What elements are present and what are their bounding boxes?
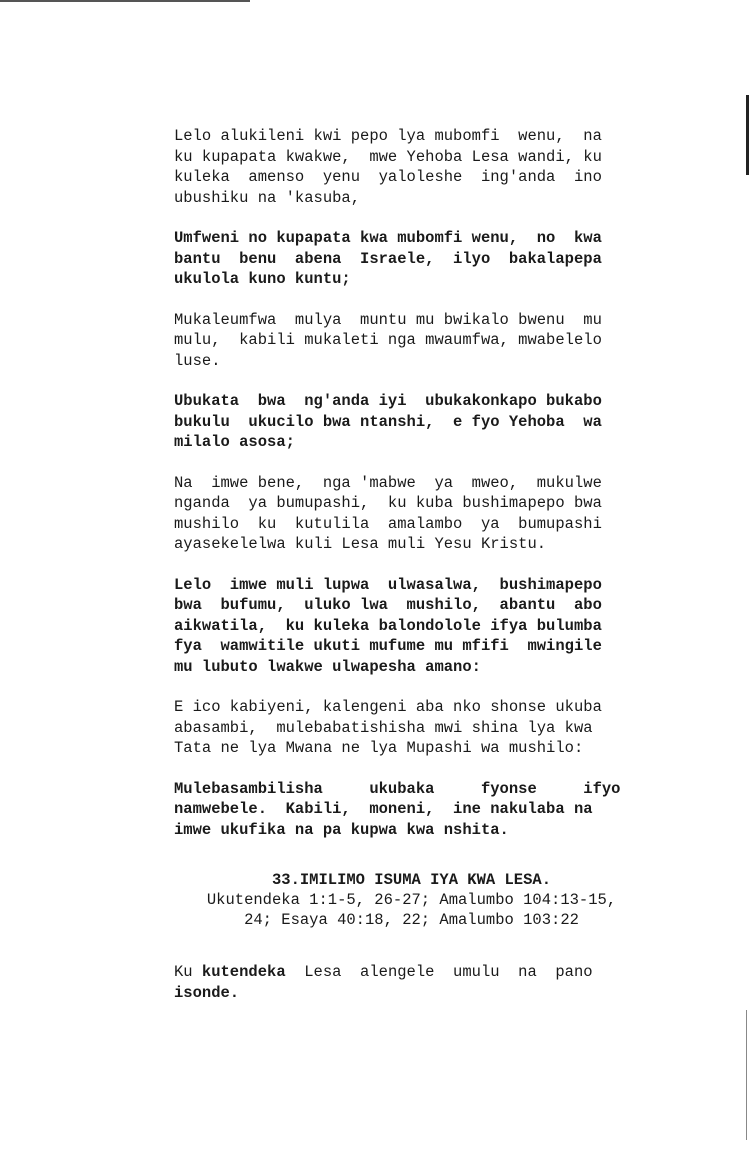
text-line: mulu, kabili mukaleti nga mwaumfwa, mwabelelo — [174, 331, 602, 349]
text-line: milalo asosa; — [174, 433, 295, 451]
text-line: kuleka amenso yenu yaloleshe ing'anda ino — [174, 168, 602, 186]
section-title: 33.IMILIMO ISUMA IYA KWA LESA. — [271, 871, 552, 889]
bold-fragment: isonde. — [174, 983, 240, 1002]
text-fragment: Lesa alengele umulu na pano — [285, 963, 593, 981]
text-line: E ico kabiyeni, kalengeni aba nko shonse ukuba — [174, 698, 602, 716]
scan-edge-top — [0, 0, 250, 2]
paragraph-2 — [174, 228, 649, 290]
closing-paragraph — [174, 962, 649, 1003]
paragraph-5 — [174, 473, 649, 555]
text-line — [174, 962, 649, 983]
text-line: abasambi, mulebabatishisha mwi shina lya kwa — [174, 718, 593, 737]
text-line: ubushiku na 'kasuba, — [174, 188, 361, 207]
section-heading — [174, 870, 649, 930]
spacer — [174, 930, 649, 962]
scripture-references: Ukutendeka 1:1-5, 26-27; Amalumbo 104:13-15, — [206, 891, 617, 909]
text-line: ayasekelelwa kuli Lesa muli Yesu Kristu. — [174, 535, 547, 553]
bold-fragment: kutendeka — [201, 963, 286, 981]
text-line — [174, 983, 649, 1004]
text-line: Mukaleumfwa mulya muntu mu bwikalo bwenu mu — [174, 310, 602, 329]
text-line: nganda ya bumupashi, ku kuba bushimapepo bwa — [174, 494, 602, 512]
paragraph-3 — [174, 310, 649, 372]
text-line: ku kupapata kwakwe, mwe Yehoba Lesa wandi, ku — [174, 147, 602, 166]
text-line: Lelo alukileni kwi pepo lya mubomfi wenu, na — [174, 127, 602, 145]
text-line: Tata ne lya Mwana ne lya Mupashi wa mushilo: — [174, 739, 584, 757]
text-line: ukulola kuno kuntu; — [174, 270, 351, 288]
text-line: Na imwe bene, nga 'mabwe ya mweo, mukulwe — [174, 473, 602, 492]
text-line: Umfweni no kupapata kwa mubomfi wenu, no kwa — [174, 229, 602, 247]
text-line: bwa bufumu, uluko lwa mushilo, abantu abo — [174, 596, 602, 614]
scripture-references-cont: 24; Esaya 40:18, 22; Amalumbo 103:22 — [244, 911, 579, 929]
text-line: mushilo ku kutulila amalambo ya bumupashi — [174, 514, 602, 533]
text-line: namwebele. Kabili, moneni, ine nakulaba na — [174, 800, 593, 818]
text-line: bantu benu abena Israele, ilyo bakalapepa — [174, 249, 602, 268]
text-line: imwe ukufika na pa kupwa kwa nshita. — [174, 820, 509, 839]
scan-edge-right-lower — [746, 1010, 747, 1140]
paragraph-1 — [174, 126, 649, 208]
paragraph-6 — [174, 575, 649, 678]
paragraph-7 — [174, 697, 649, 759]
text-line: mu lubuto lwakwe ulwapesha amano: — [174, 657, 481, 676]
paragraph-4 — [174, 391, 649, 453]
text-line: Lelo imwe muli lupwa ulwasalwa, bushimapepo — [174, 575, 602, 594]
paragraph-8 — [174, 779, 649, 841]
text-line: bukulu ukucilo bwa ntanshi, e fyo Yehoba wa — [174, 412, 602, 431]
text-line: Ubukata bwa ng'anda iyi ubukakonkapo bukabo — [174, 392, 602, 410]
text-line: Mulebasambilisha ukubaka fyonse ifyo — [174, 779, 621, 798]
text-fragment: Ku — [174, 963, 202, 981]
text-line: luse. — [174, 351, 221, 370]
text-line: fya wamwitile ukuti mufume mu mfifi mwingile — [174, 637, 602, 655]
document-page — [174, 126, 649, 1023]
text-line: aikwatila, ku kuleka balondolole ifya bulumba — [174, 616, 602, 635]
